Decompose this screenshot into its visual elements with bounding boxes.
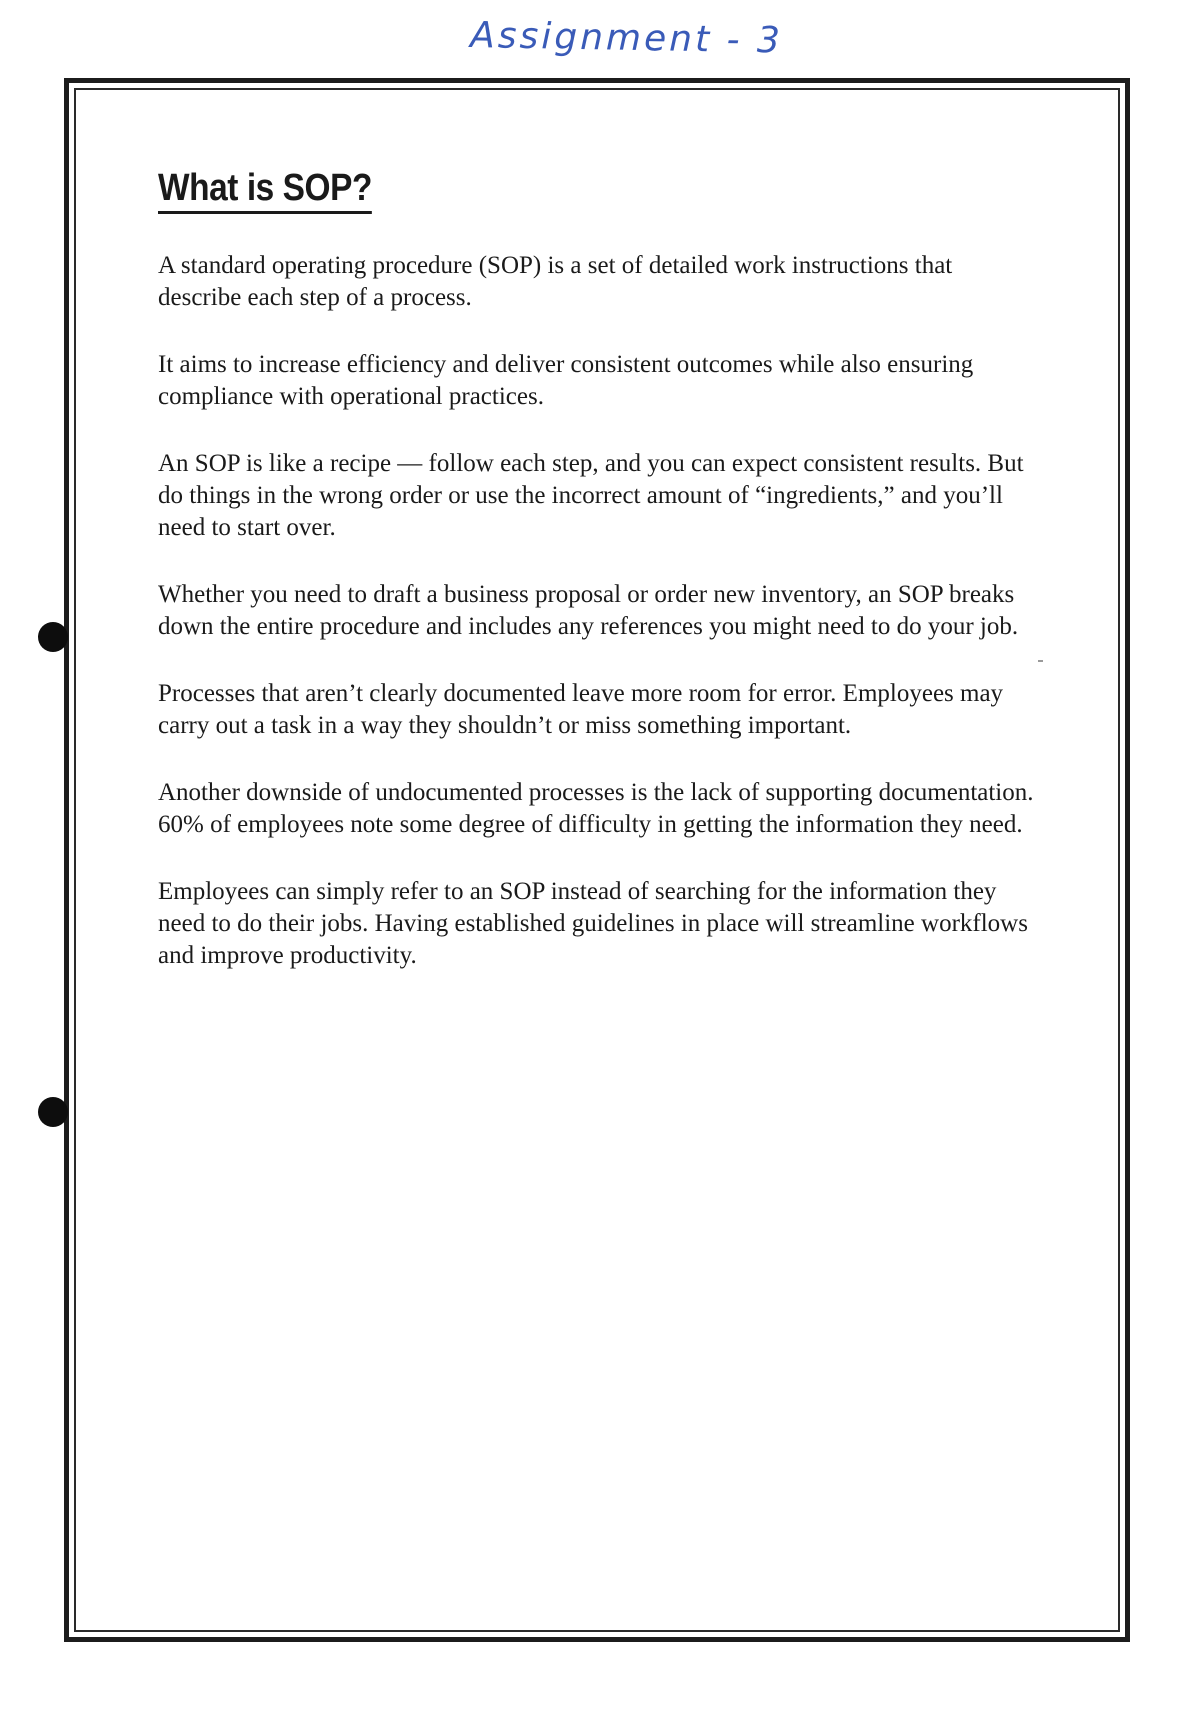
stray-ink-mark [1038,660,1043,662]
paragraph-documentation-gap: Another downside of undocumented processes is the lack of supporting documentation. 60% of employees note some degree of difficulty in getting the information they need. [158,778,1034,838]
paragraph-benefits: Employees can simply refer to an SOP instead of searching for the information they need to do their jobs. Having established guidelines in place will streamline workflows and improve productivity. [158,877,1028,969]
punch-hole-bottom [38,1097,68,1127]
paragraph-aims: It aims to increase efficiency and deliver consistent outcomes while also ensuring compliance with operational practices. [158,350,974,410]
paragraph-undocumented-risk: Processes that aren’t clearly documented leave more room for error. Employees may carry out a task in a way they shouldn’t or miss something important. [158,679,1004,739]
document-body [158,168,1038,1007]
paragraph-recipe-analogy: An SOP is like a recipe — follow each step, and you can expect consistent results. But do things in the wrong order or use the incorrect amount of “ingredients,” and you’ll need to start over. [158,449,1024,541]
paragraph-usage: Whether you need to draft a business proposal or order new inventory, an SOP breaks down the entire procedure and includes any references you might need to do your job. [158,580,1019,640]
punch-hole-top [38,622,68,652]
paragraph-definition: A standard operating procedure (SOP) is a set of detailed work instructions that describe each step of a process. [158,251,953,311]
page-title: What is SOP? [158,168,372,214]
handwritten-heading-text: Assignment - 3 [469,15,784,62]
handwritten-heading [469,15,810,83]
